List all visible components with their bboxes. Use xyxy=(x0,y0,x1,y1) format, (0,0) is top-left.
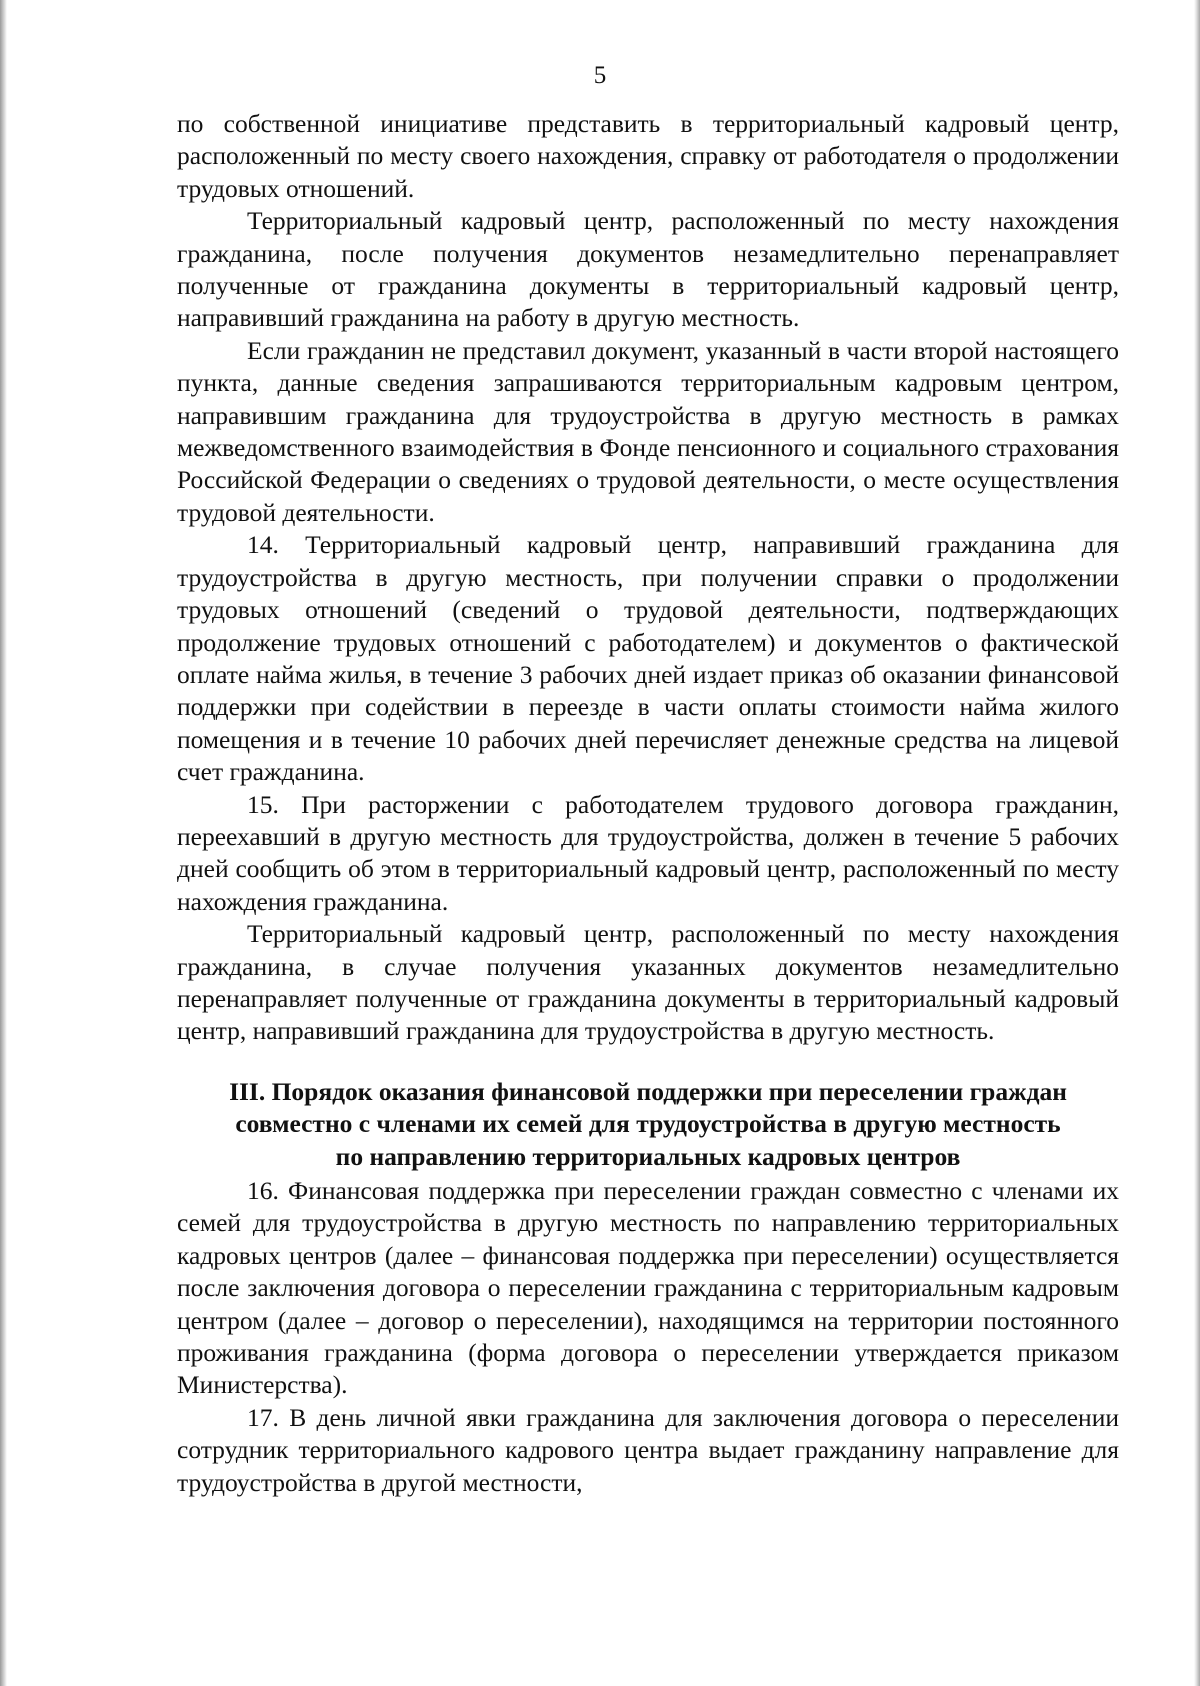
section-heading-line: III. Порядок оказания финансовой поддержки при переселении граждан xyxy=(229,1076,1067,1106)
page-number: 5 xyxy=(593,62,607,89)
paragraph-item-17: 17. В день личной явки гражданина для заключения договора о переселении сотрудник территориального кадрового центра выдает гражданину направление для трудоустройства в другой местности, xyxy=(177,1402,1119,1497)
section-heading xyxy=(177,1076,1119,1173)
paragraph: Территориальный кадровый центр, расположенный по месту нахождения гражданина, в случае получения указанных документов незамедлительно перенаправляет полученные от гражданина документы в территориальный кадровый центр, направивший гражданина для трудоустройства в другую местность. xyxy=(177,919,1119,1046)
section-heading-line: по направлению территориальных кадровых центров xyxy=(335,1141,961,1171)
section-heading-line: совместно с членами их семей для трудоустройства в другую местность xyxy=(235,1109,1061,1139)
paragraph-item-15: 15. При расторжении с работодателем трудового договора гражданин, переехавший в другую местность для трудоустройства, должен в течение 5 рабочих дней сообщить об этом в территориальный кадровый центр, расположенный по месту нахождения гражданина. xyxy=(177,789,1119,916)
scan-edge-left xyxy=(0,0,7,1686)
paragraph-continuation: по собственной инициативе представить в территориальный кадровый центр, расположенный по месту своего нахождения, справку от работодателя о продолжении трудовых отношений. xyxy=(177,109,1119,203)
scan-edge-right xyxy=(1194,0,1200,1686)
paragraph: Если гражданин не представил документ, указанный в части второй настоящего пункта, данные сведения запрашиваются территориальным кадровым центром, направившим гражданина для трудоустройства в другую местность в рамках межведомственного взаимодействия в Фонде пенсионного и социального страхования Российской Федерации о сведениях о трудовой деятельности, о месте осуществления трудовой деятельности. xyxy=(177,335,1119,527)
document-body xyxy=(177,108,1119,1499)
paragraph: Территориальный кадровый центр, расположенный по месту нахождения гражданина, после получения документов незамедлительно перенаправляет полученные от гражданина документы в территориальный кадровый центр, направивший гражданина на работу в другую местность. xyxy=(177,206,1119,333)
paragraph-item-14: 14. Территориальный кадровый центр, направивший гражданина для трудоустройства в другую местность, при получении справки о продолжении трудовых отношений (сведений о трудовой деятельности, подтверждающих продолжение трудовых отношений с работодателем) и документов о фактической оплате найма жилья, в течение 3 рабочих дней издает приказ об оказании финансовой поддержки при содействии в переезде в части оплаты стоимости найма жилого помещения и в течение 10 рабочих дней перечисляет денежные средства на лицевой счет гражданина. xyxy=(177,530,1119,787)
paragraph-item-16: 16. Финансовая поддержка при переселении граждан совместно с членами их семей для трудоустройства в другую местность по направлению территориальных кадровых центров (далее – финансовая поддержка при переселении) осуществляется после заключения договора о переселении гражданина с территориальным кадровым центром (далее – договор о переселении), находящимся на территории постоянного проживания гражданина (форма договора о переселении утверждается приказом Министерства). xyxy=(177,1176,1119,1400)
